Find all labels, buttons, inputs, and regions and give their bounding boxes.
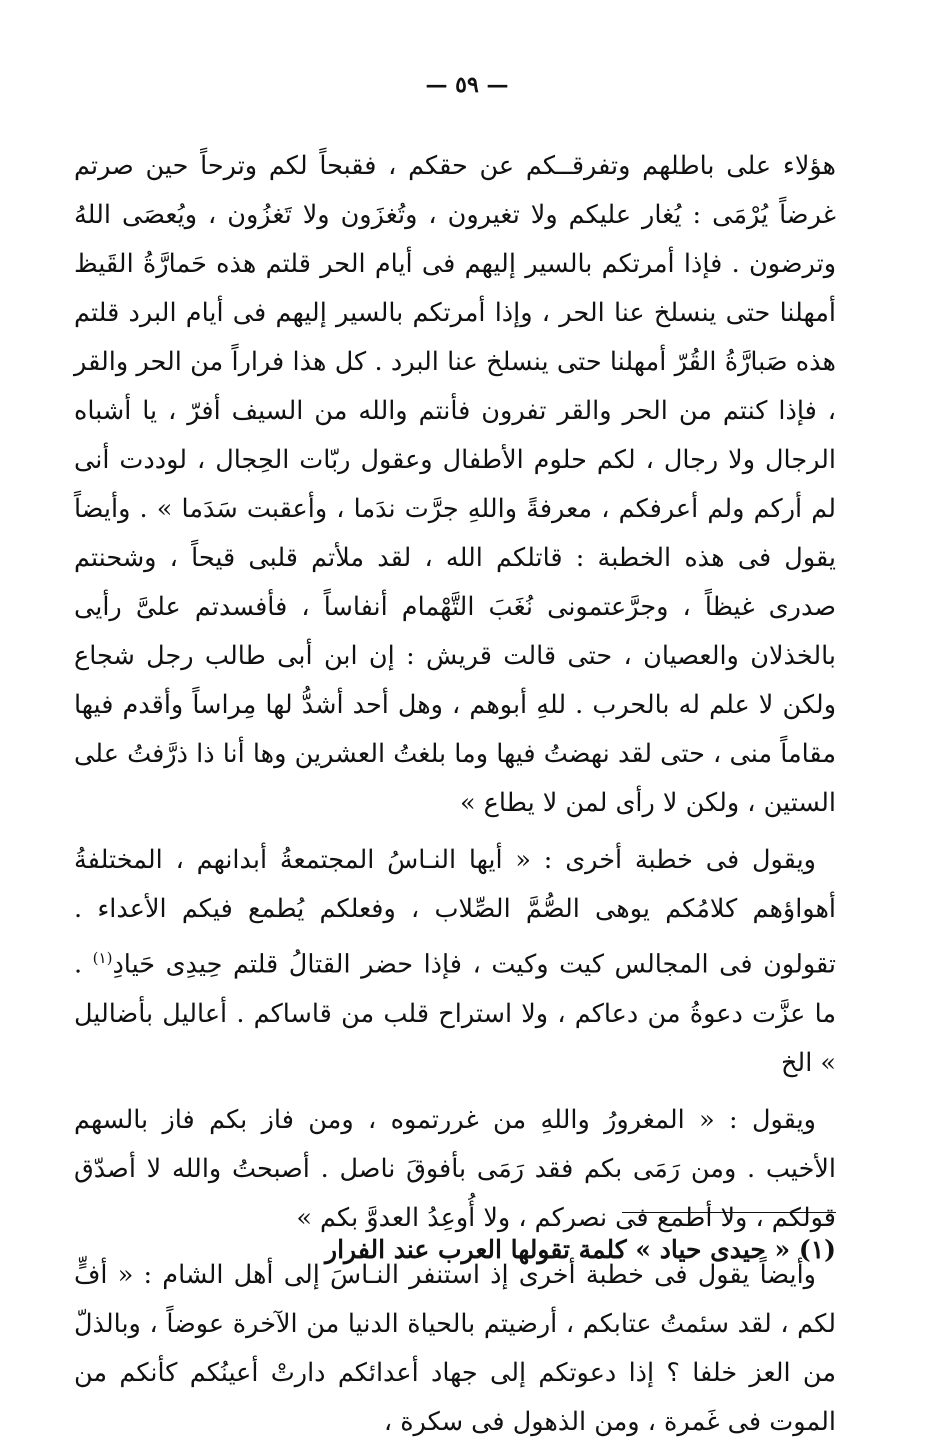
- text-line: سئمتُ عتابكم ، أرضيتم بالحياة الدنيا من الآخرة عوضاً ، وبالذلّ من العز خلفا ؟ إذا دعوتكم: [74, 1308, 836, 1388]
- text-line: لا علم له بالحرب . للهِ أبوهم ، وهل أحد أشدُّ لها مِراساً وأقدم فيها مقاماً منى ، حتى لقد: [74, 690, 836, 769]
- page-number: — ٥٩ —: [425, 72, 509, 98]
- text-line: معرفةً واللهِ جرَّت ندَما ، وأعقبت سَدَما » . وأيضاً يقول فى هذه الخطبة : قاتلكم الله ،: [74, 494, 837, 573]
- text-line: هؤلاء على باطلهم وتفرقــكم عن حقكم ، فقبحاً لكم وترحاً حين صرتم غرضاً يُرْمَى :: [74, 151, 836, 230]
- text-line: لقد ملأتم قلبى قيحاً ، وشحنتم صدرى غيظاً ، وجرَّعتمونى نُغَبَ التَّهْمام أنفاساً ، فأفسدتم: [74, 543, 836, 622]
- paragraph-1: [74, 142, 836, 828]
- text-line: ولا رجال ، لكم حلوم الأطفال وعقول ربّات الحِجال ، لوددت أنى لم أركم ولم أعرفكم ،: [74, 445, 836, 524]
- text-line: بالسير إليهم فى أيام البرد قلتم هذه صَبارَّةُ القُرّ أمهلنا حتى ينسلخ عنا البرد . كل هذا فراراً من: [74, 298, 836, 377]
- text-line: علىَّ رأيى بالخذلان والعصيان ، حتى قالت قريش : إن ابن أبى طالب رجل شجاع ولكن: [74, 592, 837, 720]
- text-line: وأيضاً يقول فى خطبة أخرى إذ استنفر النـاسَ إلى أهل الشام : « أفٍّ لكم ، لقد: [74, 1259, 837, 1339]
- footnote-marker[interactable]: (١): [92, 949, 113, 967]
- text-line: فإذا حضر القتالُ قلتم حِيدِى حَيادِ: [112, 949, 462, 980]
- footnote-divider: [622, 1212, 836, 1213]
- text-line: نهضتُ فيها وما بلغتُ العشرين وها أنا ذا ذرَّفتُ على الستين ، ولكن لا رأى لمن لا يطاع »: [74, 739, 836, 818]
- text-line: الحر والقر ، فإذا كنتم من الحر والقر تفرون فأنتم والله من السيف أفرّ ، يا أشباه الرجال: [74, 347, 836, 475]
- text-line: إلى جهاد أعدائكم دارتْ أعينُكم كأنكم من الموت فى غَمرة ، ومن الذهول فى سكرة ،: [74, 1357, 836, 1437]
- paragraph-4: [74, 1251, 836, 1447]
- text-line: يوهى الصُّمَّ الصِّلاب ، وفعلكم يُطمع فيكم الأعداء . تقولون فى المجالس كيت وكيت ،: [74, 894, 837, 980]
- text-line: ويقول فى خطبة أخرى : « أيها النـاسُ المجتمعةُ أبدانهم ، المختلفةُ أهواؤهم كلامُكم: [74, 845, 837, 924]
- paragraph-2: [74, 836, 836, 1088]
- text-line: ويقول : « المغرورُ واللهِ من غررتموه ، ومن فاز بكم فاز بالسهم الأخيب . ومن رَمَى: [74, 1104, 836, 1184]
- text-line: بكم فقد رَمَى بأفوقَ ناصل . أصبحتُ والله لا أصدّق قولكم ، ولا أطمع فى نصركم ، ولا: [74, 1153, 836, 1233]
- footnote: (١) « حيدى حياد » كلمة تقولها العرب عند الفرار: [325, 1235, 836, 1264]
- text-line: . ما عزَّت دعوةُ من دعاكم ، ولا استراح قلب: [74, 949, 836, 1029]
- paragraph-3: [74, 1096, 836, 1243]
- text-line: من قاساكم . أعاليل بأضاليل » الخ: [74, 998, 836, 1078]
- text-line: أُوعِدُ العدوَّ بكم »: [296, 1202, 476, 1233]
- text-line: يُغار عليكم ولا تغيرون ، وتُغزَون ولا تَغزُون ، ويُعصَى اللهُ وترضون . فإذا أمرتكم بالسير: [74, 200, 837, 279]
- text-line: إليهم فى أيام الحر قلتم هذه حَمارَّةُ القَيظ أمهلنا حتى ينسلخ عنا الحر ، وإذا أمرتكم: [74, 249, 836, 328]
